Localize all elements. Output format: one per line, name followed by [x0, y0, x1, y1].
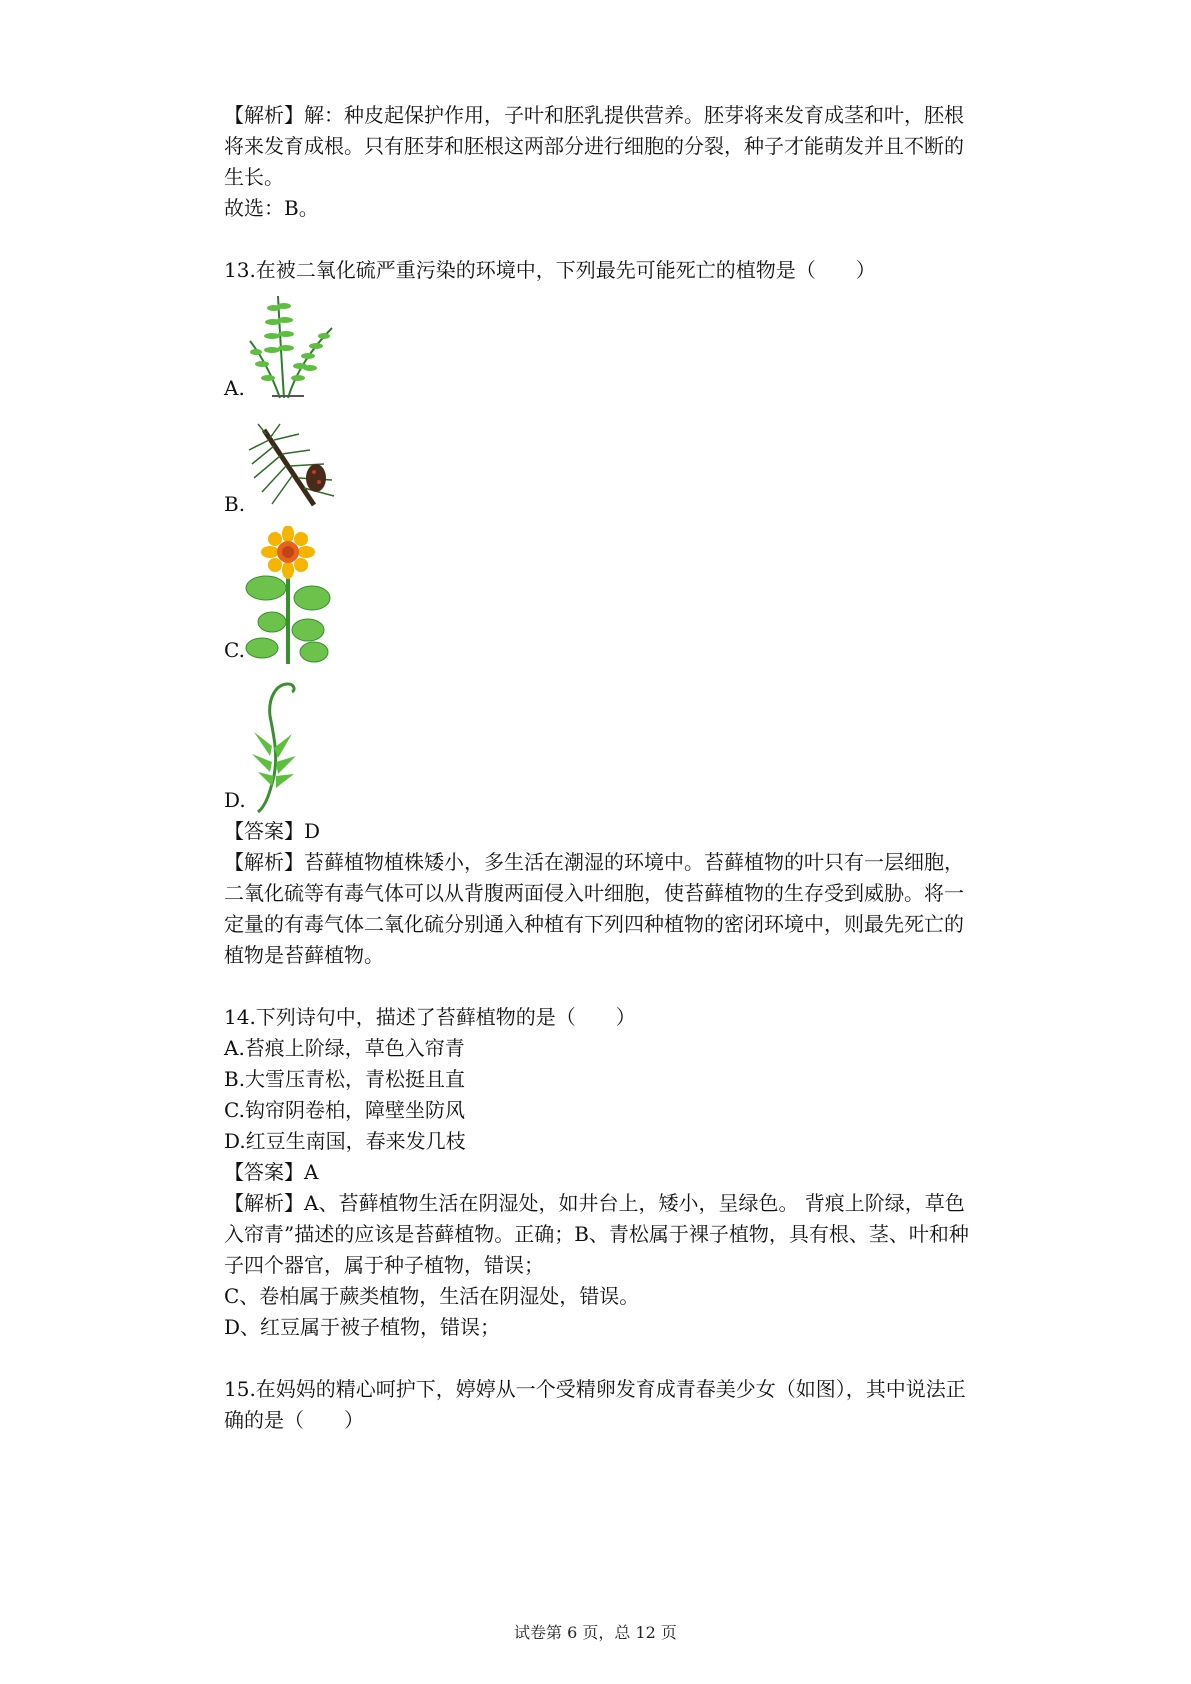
q15-stem-line1: 15.在妈妈的精心呵护下，婷婷从一个受精卵发育成青春美少女（如图），其中说法正 — [224, 1377, 966, 1401]
q12-analysis-line1: 【解析】解：种皮起保护作用，子叶和胚乳提供营养。胚芽将来发育成茎和叶，胚根 — [224, 103, 964, 127]
q13-answer: 【答案】D — [224, 819, 321, 843]
q13-analysis-line3: 定量的有毒气体二氧化硫分别通入种植有下列四种植物的密闭环境中，则最先死亡的 — [224, 912, 964, 936]
q14-option-b: B.大雪压青松，青松挺且直 — [224, 1067, 466, 1091]
q13-option-a — [224, 286, 1014, 404]
q14-analysis-line3: 子四个器官，属于种子植物，错误； — [224, 1253, 544, 1277]
q12-analysis-line3: 生长。 — [224, 165, 284, 189]
exam-page — [224, 100, 1014, 1436]
q14-answer: 【答案】A — [224, 1160, 319, 1184]
q13-option-label: D. — [224, 788, 246, 812]
moss-sprout-icon — [244, 676, 314, 816]
q14-analysis-line5: D、红豆属于被子植物，错误； — [224, 1315, 501, 1339]
q13-option-c — [224, 524, 1014, 666]
q12-choice: 故选：B。 — [224, 196, 319, 220]
page-footer: 试卷第 6 页，总 12 页 — [514, 1623, 677, 1642]
sunflower-icon — [244, 526, 334, 666]
q14-stem: 14.下列诗句中，描述了苔藓植物的是（ ） — [224, 1005, 636, 1029]
q13-analysis-line1: 【解析】苔藓植物植株矮小，多生活在潮湿的环境中。苔藓植物的叶只有一层细胞， — [224, 850, 964, 874]
q13-option-label: C. — [224, 638, 245, 662]
q13-analysis-line2: 二氧化硫等有毒气体可以从背腹两面侵入叶细胞，使苔藓植物的生存受到威胁。将一 — [224, 881, 964, 905]
q13-analysis-line4: 植物是苔藓植物。 — [224, 943, 384, 967]
pine-branch-icon — [244, 420, 344, 520]
q14-analysis-line2: 入帘青”描述的应该是苔藓植物。正确；B、青松属于裸子植物，具有根、茎、叶和种 — [224, 1222, 969, 1246]
q12-analysis-line2: 将来发育成根。只有胚芽和胚根这两部分进行细胞的分裂，种子才能萌发并且不断的 — [224, 134, 964, 158]
q13-option-b — [224, 408, 1014, 520]
q13-stem: 13.在被二氧化硫严重污染的环境中，下列最先可能死亡的植物是（ ） — [224, 258, 876, 282]
q14-option-a: A.苔痕上阶绿，草色入帘青 — [224, 1036, 465, 1060]
q13-option-label: A. — [224, 376, 245, 400]
q13-option-d — [224, 670, 1014, 816]
q15-stem-line2: 确的是（ ） — [224, 1408, 364, 1432]
fern-icon — [244, 286, 344, 404]
q14-option-d: D.红豆生南国，春来发几枝 — [224, 1129, 466, 1153]
q14-option-c: C.钩帘阴卷柏，障壁坐防风 — [224, 1098, 465, 1122]
q14-analysis-line1: 【解析】A、苔藓植物生活在阴湿处，如井台上，矮小，呈绿色。 背痕上阶绿，草色 — [224, 1191, 965, 1215]
q14-analysis-line4: C、卷柏属于蕨类植物，生活在阴湿处，错误。 — [224, 1284, 640, 1308]
q13-option-label: B. — [224, 492, 246, 516]
